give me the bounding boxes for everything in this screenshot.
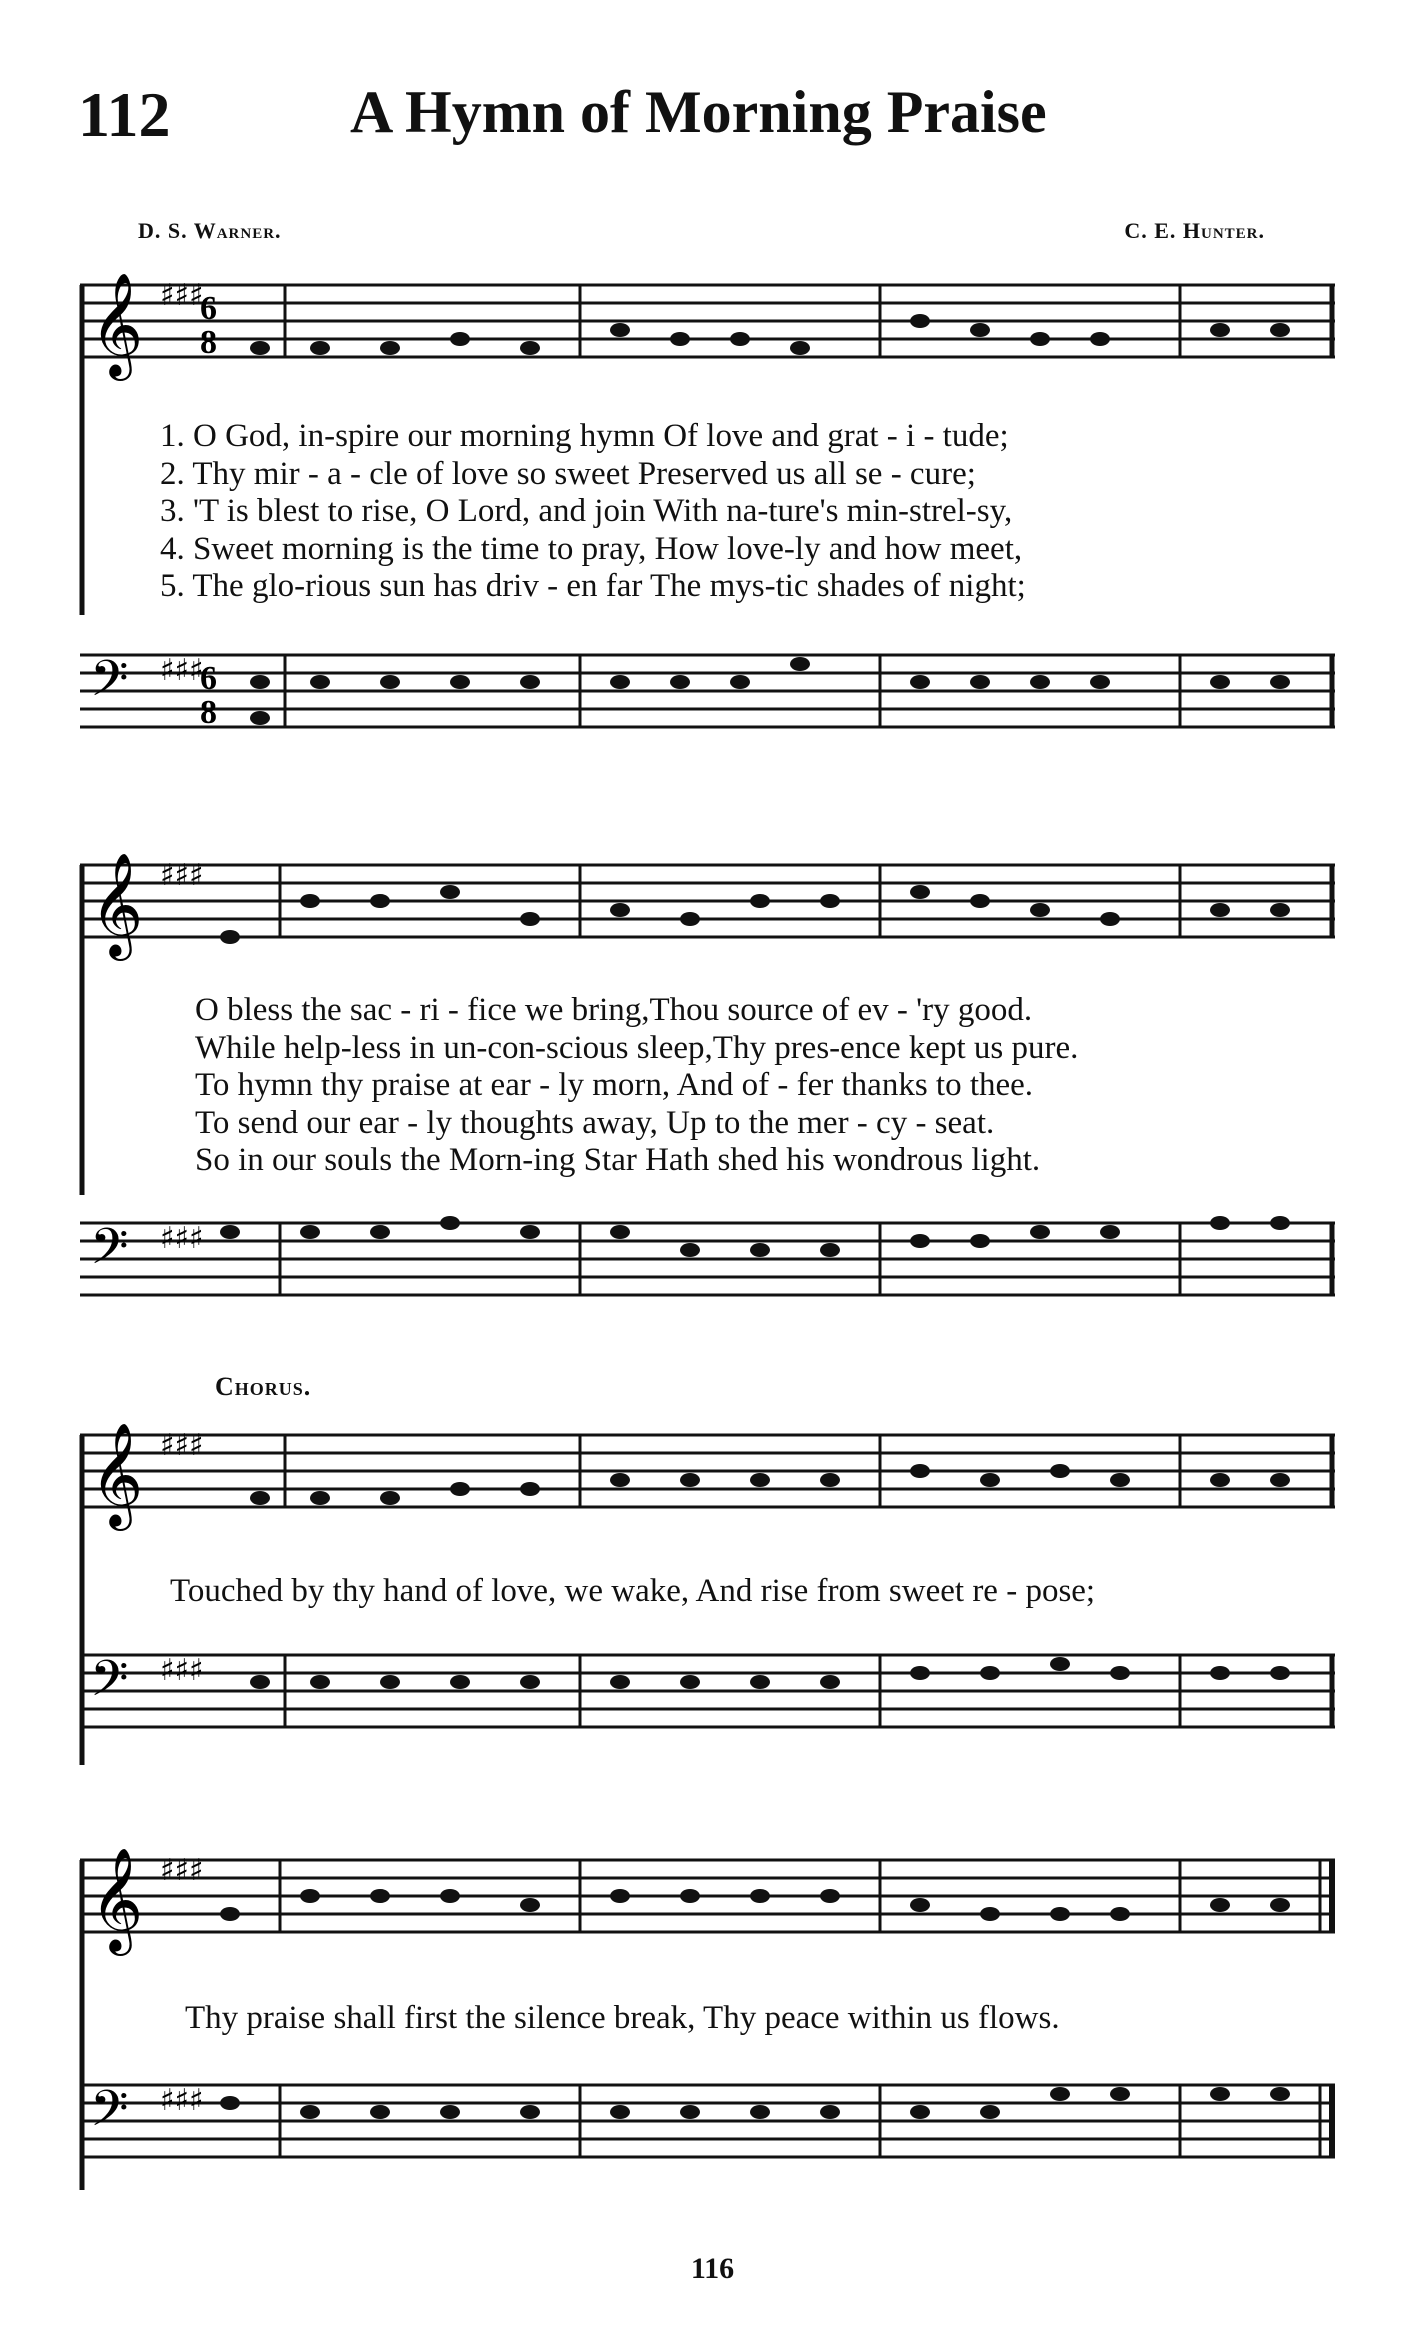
svg-text:6: 6 [200, 290, 217, 327]
svg-text:𝄢: 𝄢 [90, 650, 129, 720]
chorus-line-2: Thy praise shall first the silence break, Thy peace within us flows. [185, 2000, 1060, 2036]
verse-line: 2. Thy mir - a - cle of love so sweet Preserved us all se - cure; [160, 455, 976, 492]
verse-line: To hymn thy praise at ear - ly morn, And of - fer thanks to thee. [195, 1067, 1034, 1103]
verse-line: So in our souls the Morn-ing Star Hath shed his wondrous light. [195, 1142, 1041, 1178]
bass-staff-lines [80, 1625, 1335, 1765]
svg-text:8: 8 [200, 694, 217, 731]
hymn-title: A Hymn of Morning Praise [350, 79, 1047, 145]
page-number: 116 [690, 2252, 735, 2285]
svg-text:𝄢: 𝄢 [90, 1218, 129, 1288]
bass-staff-lines [80, 2055, 1335, 2195]
chorus-label: Chorus. [215, 1372, 312, 1401]
verse-line: 1. O God, in-spire our morning hymn Of love and grat - i - tude; [160, 418, 1009, 454]
treble-staff-lines [80, 1405, 1335, 1545]
svg-text:𝄢: 𝄢 [90, 1650, 129, 1720]
svg-text:𝄞: 𝄞 [90, 1847, 144, 1952]
verse-line: While help-less in un-con-scious sleep,Thy pres-ence kept us pure. [195, 1029, 1079, 1066]
bass-staff-lines [80, 625, 1335, 765]
svg-text:𝄞: 𝄞 [90, 1422, 144, 1527]
svg-text:𝄞: 𝄞 [90, 272, 144, 377]
treble-staff-lines [80, 255, 1335, 395]
chorus-line-1: Touched by thy hand of love, we wake, And rise from sweet re - pose; [170, 1573, 1096, 1609]
svg-text:8: 8 [200, 324, 217, 361]
svg-text:𝄢: 𝄢 [90, 2080, 129, 2150]
verse-line: 4. Sweet morning is the time to pray, How love-ly and how meet, [160, 530, 1023, 567]
verse-line: To send our ear - ly thoughts away, Up to the mer - cy - seat. [195, 1104, 995, 1141]
bass-staff-lines [80, 1193, 1335, 1333]
treble-staff-lines [80, 1830, 1335, 1970]
hymn-header [0, 70, 1425, 160]
svg-text:♯♯♯: ♯♯♯ [160, 2083, 204, 2118]
svg-text:♯♯♯: ♯♯♯ [160, 1853, 204, 1888]
verse-block-first [160, 418, 1026, 606]
svg-text:♯♯♯: ♯♯♯ [160, 1428, 204, 1463]
verse-line: 3. 'T is blest to rise, O Lord, and join With na-ture's min-strel-sy, [160, 493, 1013, 529]
verse-line: 5. The glo-rious sun has driv - en far The mys-tic shades of night; [160, 568, 1026, 604]
verse-line: O bless the sac - ri - fice we bring,Thou source of ev - 'ry good. [195, 992, 1033, 1028]
svg-text:𝄞: 𝄞 [90, 852, 144, 957]
treble-staff-lines [80, 835, 1335, 975]
verse-block-second [195, 992, 1078, 1180]
svg-text:♯♯♯: ♯♯♯ [160, 653, 204, 688]
svg-text:6: 6 [200, 660, 217, 697]
words-credit: D. S. Warner. [138, 218, 282, 243]
svg-text:♯♯♯: ♯♯♯ [160, 278, 204, 313]
svg-text:♯♯♯: ♯♯♯ [160, 1221, 204, 1256]
svg-text:♯♯♯: ♯♯♯ [160, 1653, 204, 1688]
music-credit: C. E. Hunter. [1124, 218, 1265, 243]
svg-text:♯♯♯: ♯♯♯ [160, 858, 204, 893]
hymn-number: 112 [78, 79, 171, 150]
